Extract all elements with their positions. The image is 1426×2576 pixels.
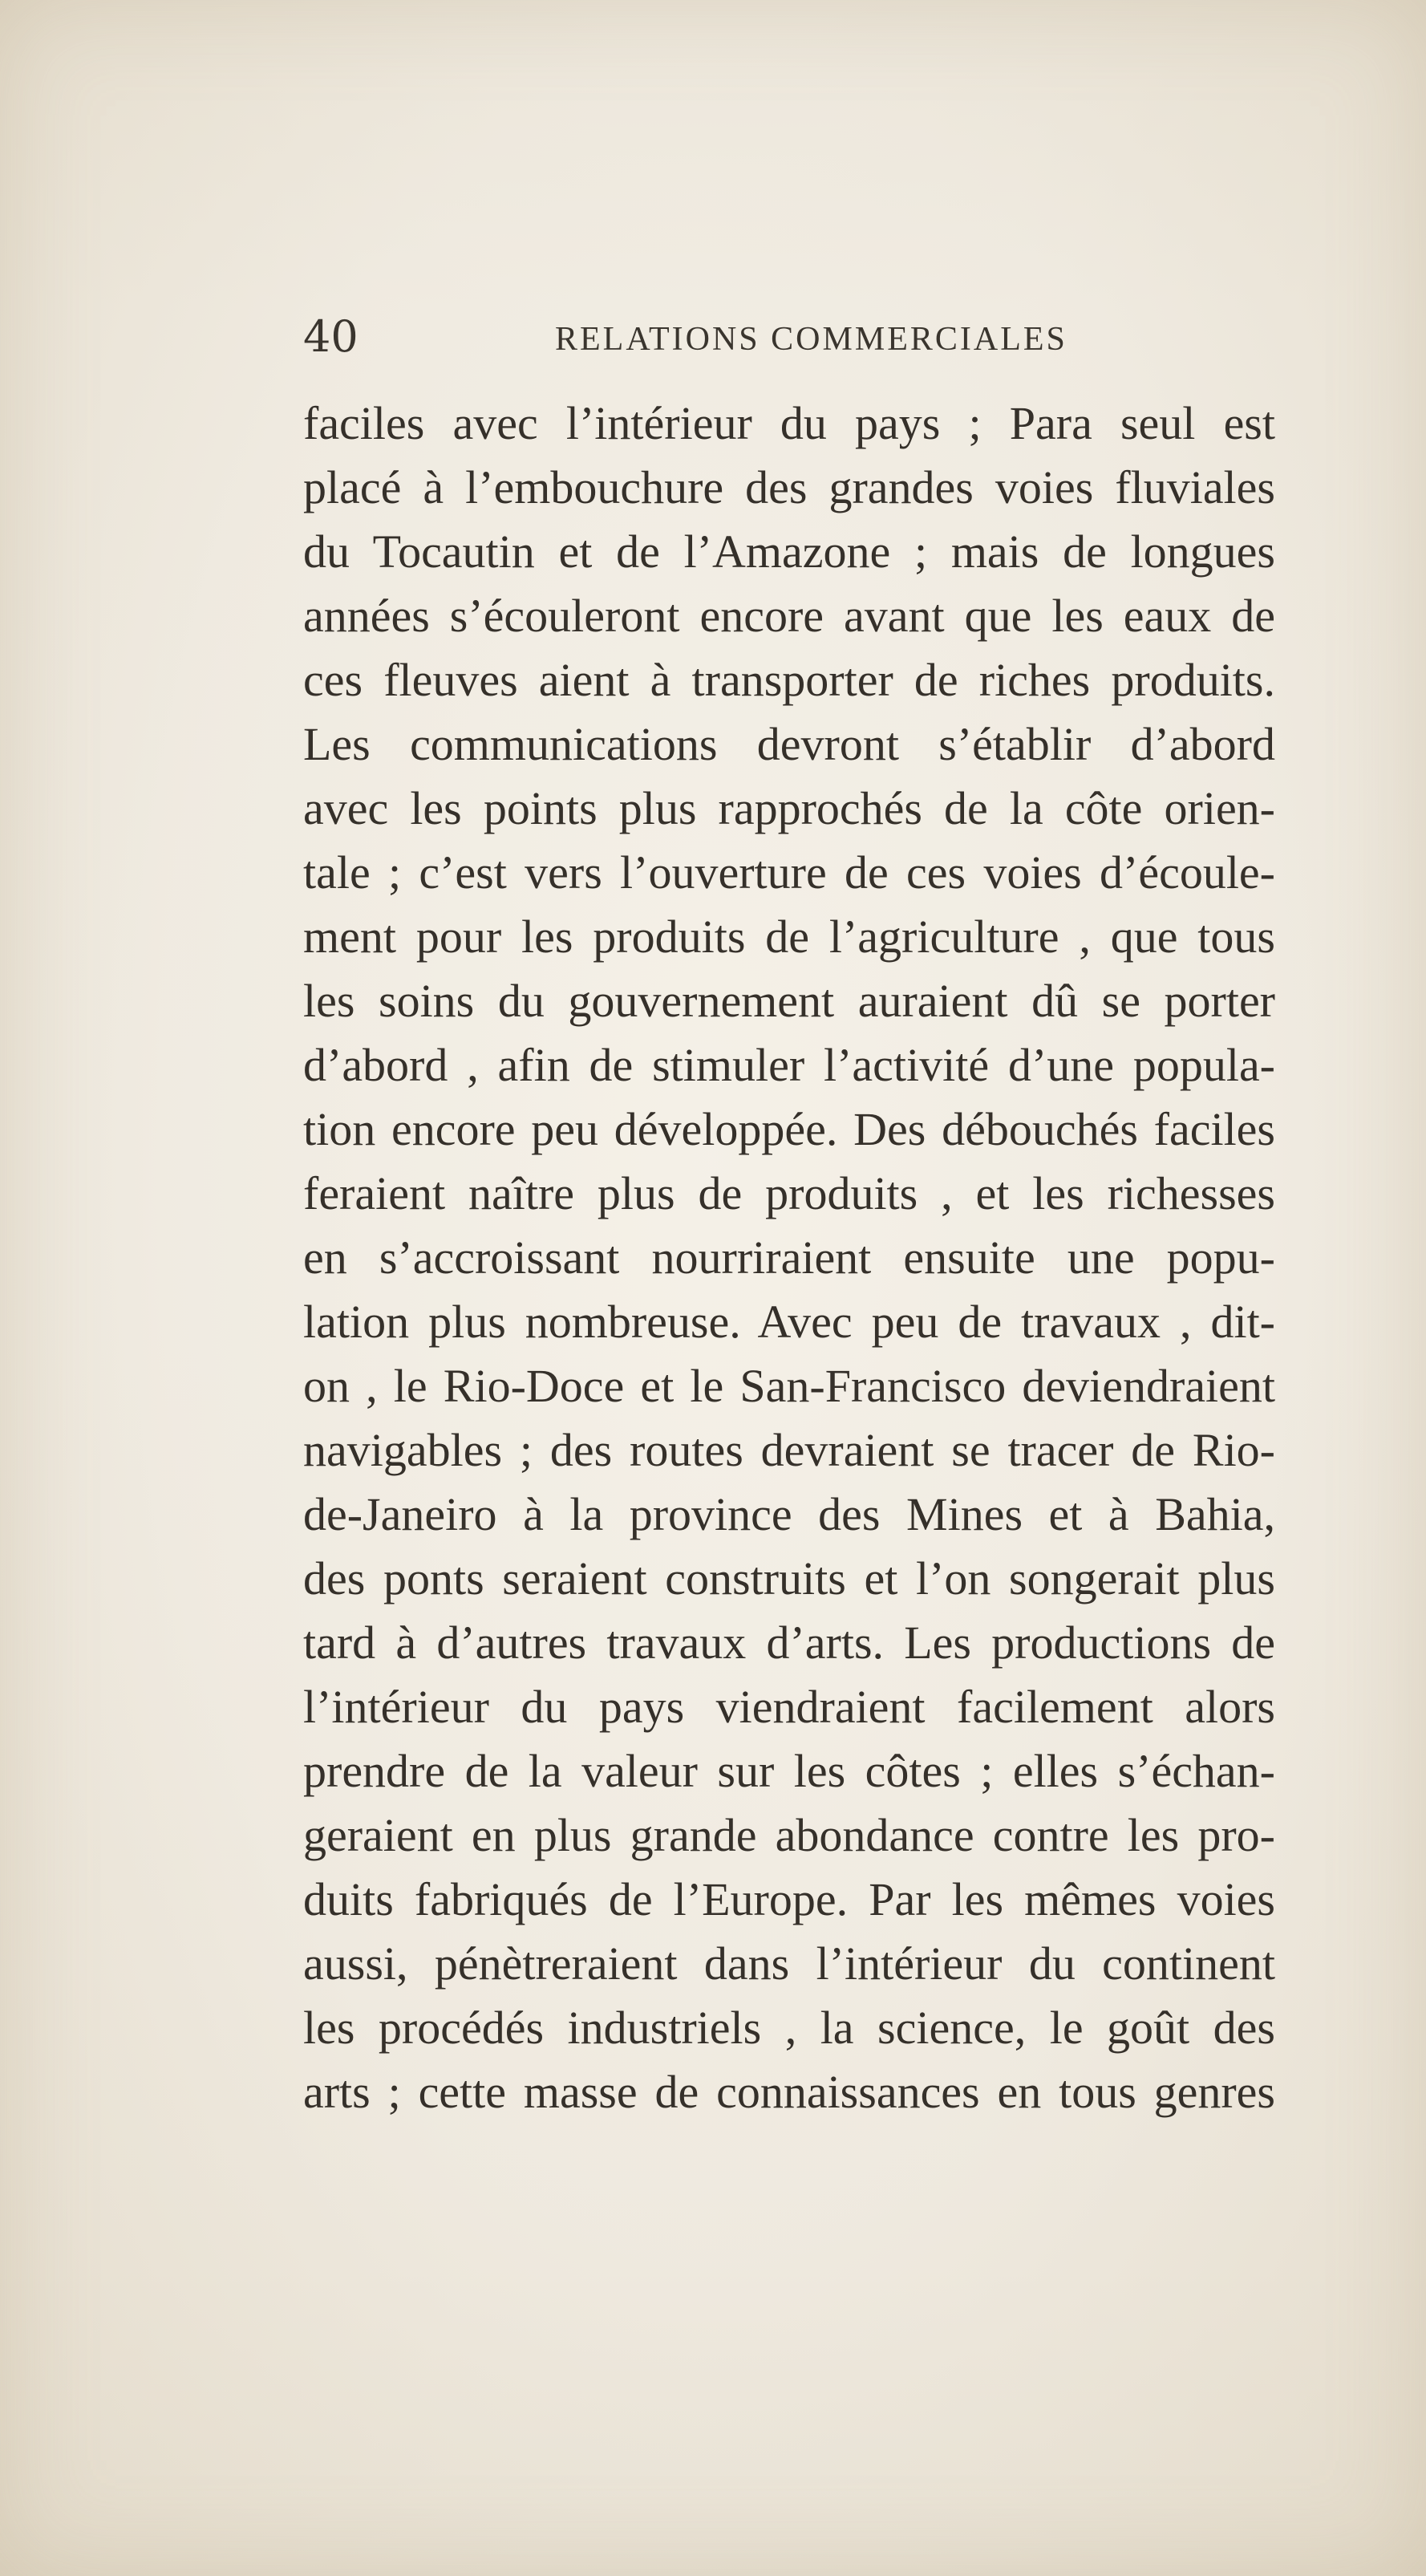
text-line: les soins du gouvernement auraient dû se porter — [303, 975, 1275, 1027]
text-line: de-Janeiro à la province des Mines et à Bahia, — [303, 1488, 1275, 1540]
text-line: en s’accroissant nourriraient ensuite une popu- — [303, 1231, 1275, 1284]
text-line: les procédés industriels , la science, le goût des — [303, 2002, 1275, 2054]
text-line: des ponts seraient construits et l’on songerait plus — [303, 1552, 1275, 1604]
page-number: 40 — [303, 311, 359, 362]
text-line: Les communications devront s’établir d’abord — [303, 718, 1275, 770]
text-line: geraient en plus grande abondance contre les pro- — [303, 1809, 1275, 1861]
text-line: navigables ; des routes devraient se tracer de Rio- — [303, 1424, 1275, 1476]
text-line: d’abord , afin de stimuler l’activité d’une popula- — [303, 1039, 1275, 1091]
text-line: prendre de la valeur sur les côtes ; elles s’échan- — [303, 1745, 1275, 1797]
text-line: ment pour les produits de l’agriculture , que tous — [303, 911, 1275, 963]
text-line: l’intérieur du pays viendraient facilement alors — [303, 1681, 1275, 1733]
text-line: avec les points plus rapprochés de la côte orien- — [303, 782, 1275, 834]
text-line: arts ; cette masse de connaissances en tous genres — [303, 2066, 1275, 2118]
text-line: ces fleuves aient à transporter de riches produits. — [303, 654, 1275, 706]
text-line: duits fabriqués de l’Europe. Par les mêmes voies — [303, 1873, 1275, 1925]
text-line: tale ; c’est vers l’ouverture de ces voies d’écoule- — [303, 846, 1275, 899]
text-line: aussi, pénètreraient dans l’intérieur du continent — [303, 1937, 1275, 1990]
text-line: on , le Rio-Doce et le San-Francisco deviendraient — [303, 1360, 1275, 1412]
text-line: années s’écouleront encore avant que les eaux de — [303, 590, 1275, 642]
running-head: RELATIONS COMMERCIALES — [555, 321, 1067, 358]
page-header — [303, 309, 1266, 365]
text-line: placé à l’embouchure des grandes voies fluviales — [303, 461, 1275, 513]
body-text — [303, 391, 1275, 2124]
text-line: faciles avec l’intérieur du pays ; Para seul est — [303, 397, 1275, 449]
text-line: tard à d’autres travaux d’arts. Les productions de — [303, 1617, 1275, 1669]
text-line: du Tocautin et de l’Amazone ; mais de longues — [303, 525, 1275, 578]
text-line: feraient naître plus de produits , et les richesses — [303, 1167, 1275, 1219]
text-line: lation plus nombreuse. Avec peu de travaux , dit- — [303, 1296, 1275, 1348]
text-line: tion encore peu développée. Des débouchés faciles — [303, 1103, 1275, 1155]
